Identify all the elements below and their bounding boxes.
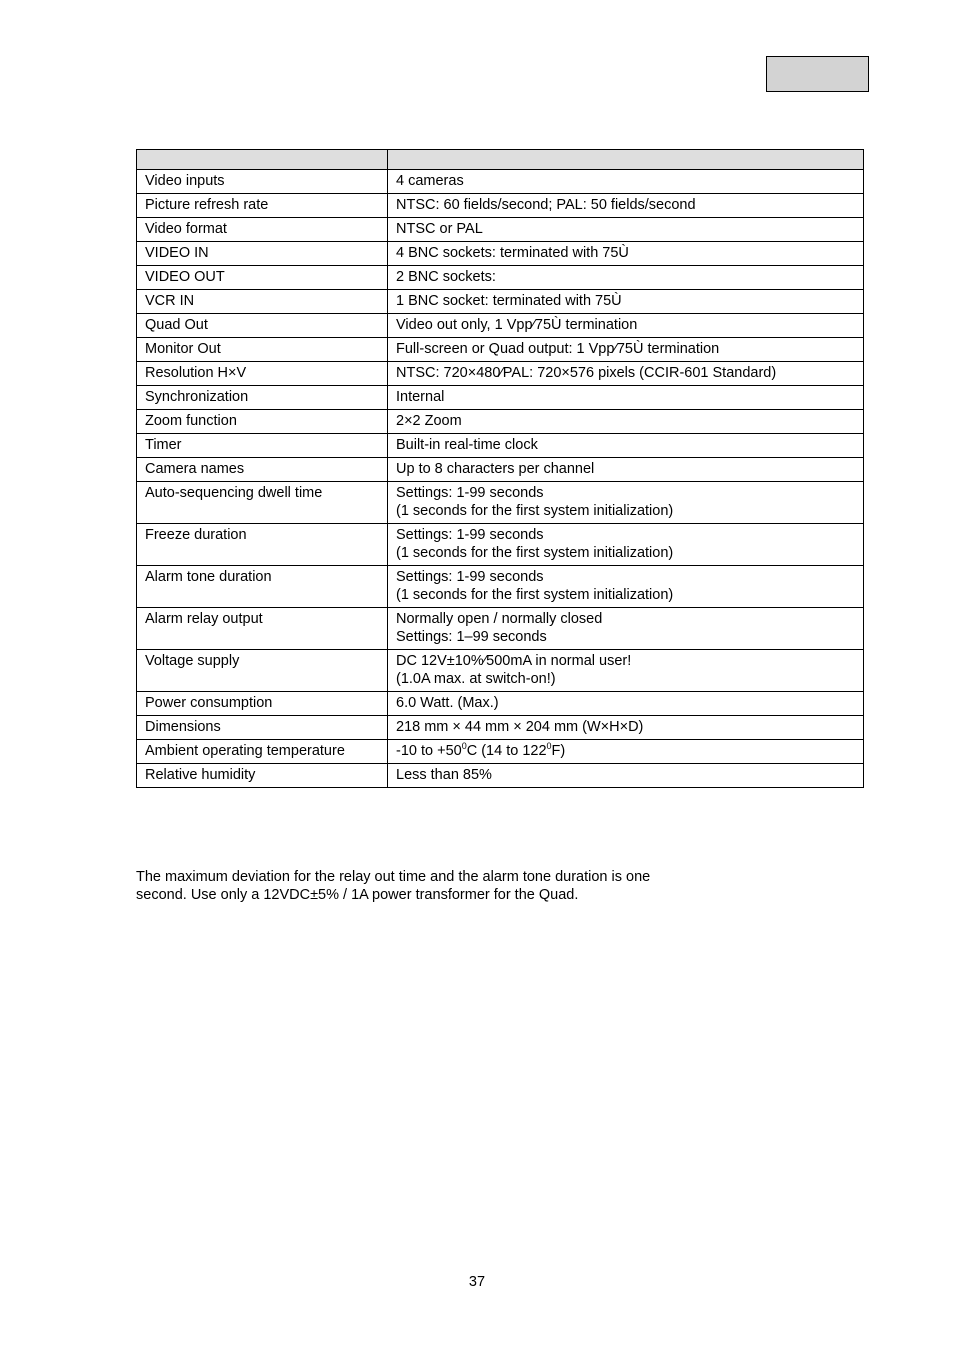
spec-value-line: Less than 85% — [396, 767, 492, 783]
table-row — [137, 170, 864, 194]
spec-value-line: 6.0 Watt. (Max.) — [396, 695, 499, 711]
spec-value-cell — [388, 608, 864, 650]
spec-value-cell — [388, 314, 864, 338]
table-row — [137, 218, 864, 242]
spec-value-line: Normally open / normally closed — [396, 611, 603, 627]
spec-value-line: Built-in real-time clock — [396, 437, 538, 453]
spec-value-line: Settings: 1-99 seconds — [396, 569, 544, 585]
note-line-2: second. Use only a 12VDC±5% / 1A power transformer for the Quad. — [136, 887, 579, 903]
spec-value-cell — [388, 338, 864, 362]
page-number: 37 — [468, 1274, 486, 1290]
table-row — [137, 338, 864, 362]
note-line-1: The maximum deviation for the relay out time and the alarm tone duration is one — [136, 869, 651, 885]
table-row — [137, 410, 864, 434]
specifications-table — [136, 149, 864, 788]
spec-label-cell: Voltage supply — [137, 650, 388, 692]
spec-value-line: Video out only, 1 Vpp∕75Ù termination — [396, 317, 638, 333]
technical-note — [136, 868, 776, 904]
header-cell-2 — [388, 150, 864, 170]
table-row — [137, 266, 864, 290]
spec-value-cell — [388, 434, 864, 458]
spec-label-cell: Dimensions — [137, 716, 388, 740]
table-row — [137, 290, 864, 314]
spec-value-line: Internal — [396, 389, 445, 405]
spec-value-cell — [388, 764, 864, 788]
spec-label-cell: Video format — [137, 218, 388, 242]
table-row — [137, 524, 864, 566]
spec-value-line: 1 BNC socket: terminated with 75Ù — [396, 293, 622, 309]
temperature-text: C (14 to 122 — [466, 743, 547, 759]
spec-label-cell: Ambient operating temperature — [137, 740, 388, 764]
temperature-text: -10 to +50 — [396, 743, 462, 759]
spec-label-cell: Camera names — [137, 458, 388, 482]
spec-value-line: 218 mm × 44 mm × 204 mm (W×H×D) — [396, 719, 644, 735]
header-cell-1 — [137, 150, 388, 170]
spec-value-cell — [388, 410, 864, 434]
degree-superscript: 0 — [461, 741, 467, 751]
table-row — [137, 242, 864, 266]
spec-value-cell — [388, 692, 864, 716]
spec-label-cell: Quad Out — [137, 314, 388, 338]
spec-value-line: 2×2 Zoom — [396, 413, 462, 429]
spec-value-line: (1.0A max. at switch-on!) — [396, 671, 556, 687]
spec-value-line: NTSC or PAL — [396, 221, 483, 237]
spec-value-line: Full-screen or Quad output: 1 Vpp∕75Ù termination — [396, 341, 720, 357]
spec-label-cell: Power consumption — [137, 692, 388, 716]
spec-value-cell — [388, 524, 864, 566]
spec-value-cell — [388, 482, 864, 524]
spec-label-cell: Picture refresh rate — [137, 194, 388, 218]
degree-superscript: 0 — [546, 741, 552, 751]
spec-label-cell: Auto-sequencing dwell time — [137, 482, 388, 524]
spec-value-line: (1 seconds for the first system initialization) — [396, 503, 674, 519]
spec-label-cell: Zoom function — [137, 410, 388, 434]
spec-value-cell — [388, 740, 864, 764]
spec-value-cell — [388, 194, 864, 218]
spec-label-cell: Timer — [137, 434, 388, 458]
spec-value-cell — [388, 218, 864, 242]
spec-value-cell — [388, 566, 864, 608]
table-header-row — [137, 150, 864, 170]
spec-label-cell: Resolution H×V — [137, 362, 388, 386]
spec-label-cell: Relative humidity — [137, 764, 388, 788]
spec-label-cell: Alarm relay output — [137, 608, 388, 650]
table-row — [137, 194, 864, 218]
temperature-text: F) — [551, 743, 566, 759]
language-tab-box — [766, 56, 869, 92]
table-row — [137, 458, 864, 482]
spec-value-cell — [388, 170, 864, 194]
spec-label-cell: VIDEO IN — [137, 242, 388, 266]
table-row — [137, 740, 864, 764]
spec-value-line: Settings: 1-99 seconds — [396, 527, 544, 543]
spec-label-cell: Video inputs — [137, 170, 388, 194]
table-row — [137, 566, 864, 608]
table-row — [137, 362, 864, 386]
spec-value-cell — [388, 650, 864, 692]
spec-value-cell — [388, 266, 864, 290]
spec-value-line: Up to 8 characters per channel — [396, 461, 595, 477]
spec-value-line: (1 seconds for the first system initialization) — [396, 545, 674, 561]
table-row — [137, 692, 864, 716]
spec-value-cell — [388, 290, 864, 314]
table-row — [137, 386, 864, 410]
spec-label-cell: Synchronization — [137, 386, 388, 410]
spec-value-cell — [388, 458, 864, 482]
table-row — [137, 608, 864, 650]
spec-label-cell: VCR IN — [137, 290, 388, 314]
table-row — [137, 650, 864, 692]
spec-value-line: (1 seconds for the first system initialization) — [396, 587, 674, 603]
spec-value-cell — [388, 386, 864, 410]
spec-value-line: NTSC: 60 fields/second; PAL: 50 fields/second — [396, 197, 696, 213]
spec-label-cell: Freeze duration — [137, 524, 388, 566]
spec-value-cell — [388, 242, 864, 266]
spec-value-line: Settings: 1–99 seconds — [396, 629, 547, 645]
spec-label-cell: VIDEO OUT — [137, 266, 388, 290]
spec-label-cell: Monitor Out — [137, 338, 388, 362]
table-row — [137, 764, 864, 788]
table-row — [137, 314, 864, 338]
spec-label-cell: Alarm tone duration — [137, 566, 388, 608]
spec-value-cell — [388, 362, 864, 386]
spec-value-line: Settings: 1-99 seconds — [396, 485, 544, 501]
spec-value-line: 4 cameras — [396, 173, 464, 189]
table-row — [137, 482, 864, 524]
spec-value-line: NTSC: 720×480∕PAL: 720×576 pixels (CCIR-601 Standard) — [396, 365, 777, 381]
table-row — [137, 716, 864, 740]
table-row — [137, 434, 864, 458]
spec-value-line: DC 12V±10%⁄500mA in normal user! — [396, 653, 632, 669]
spec-value-line: 4 BNC sockets: terminated with 75Ù — [396, 245, 629, 261]
spec-value-cell — [388, 716, 864, 740]
spec-value-line: 2 BNC sockets: — [396, 269, 496, 285]
